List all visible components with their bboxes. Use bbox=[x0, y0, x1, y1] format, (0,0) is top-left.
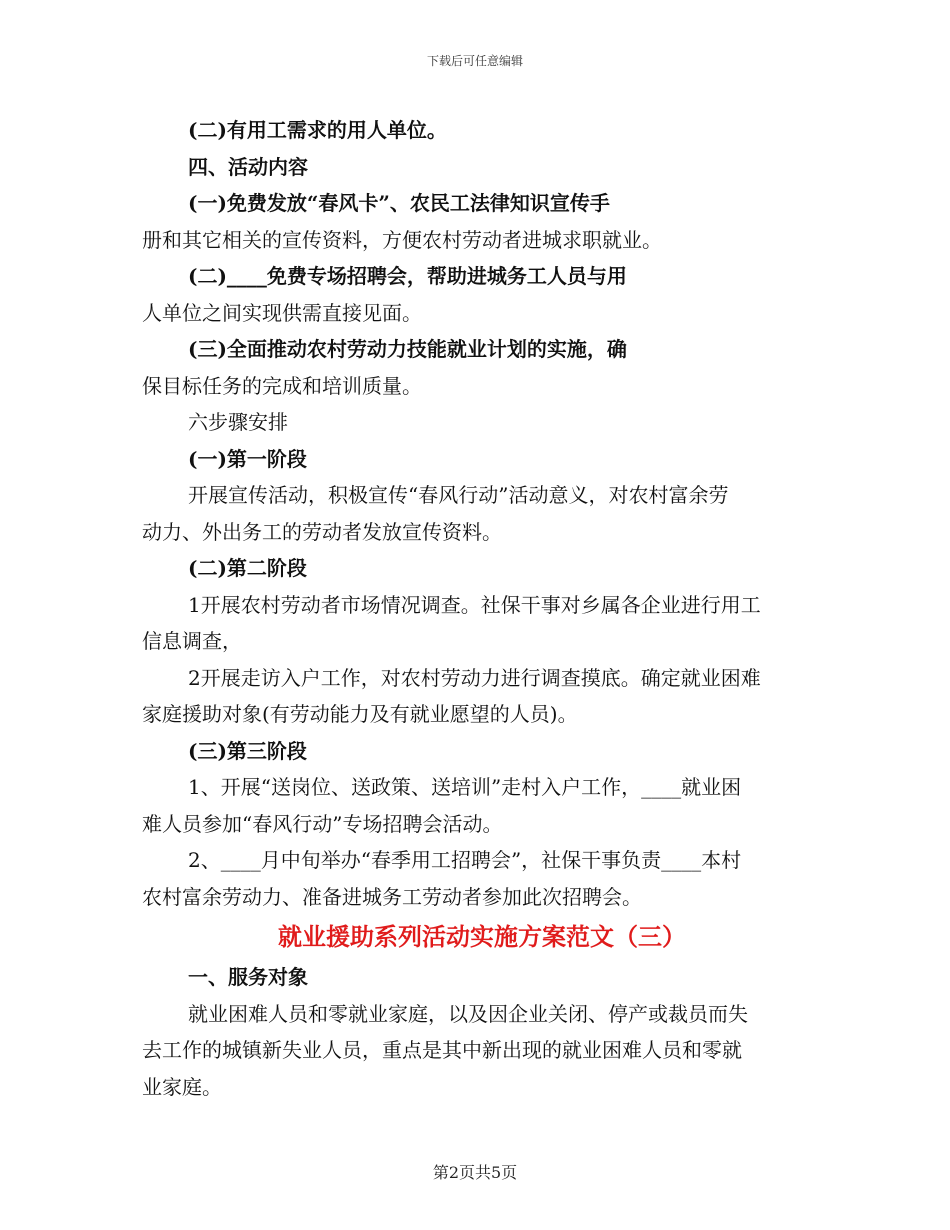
text-line: 保目标任务的完成和培训质量。 bbox=[142, 373, 422, 398]
text-line: 人单位之间实现供需直接见面。 bbox=[142, 300, 422, 325]
text-line: 家庭援助对象(有劳动能力及有就业愿望的人员)。 bbox=[142, 702, 578, 726]
text-line: 开展宣传活动，积极宣传“春风行动”活动意义，对农村富余劳 bbox=[188, 483, 729, 507]
text-line: 1开展农村劳动者市场情况调查。社保干事对乡属各企业进行用工 bbox=[188, 592, 761, 617]
text-line: 册和其它相关的宣传资料，方便农村劳动者进城求职就业。 bbox=[142, 227, 662, 252]
text-line: (三)第三阶段 bbox=[188, 738, 307, 763]
text-line: 1、开展“送岗位、送政策、送培训”走村入户工作，____就业困 bbox=[188, 775, 742, 799]
text-line: 一、服务对象 bbox=[188, 965, 308, 989]
body-lines-part1 bbox=[142, 112, 822, 915]
text-line: (三)全面推动农村劳动力技能就业计划的实施，确 bbox=[188, 337, 627, 361]
page-header: 下载后可任意编辑 bbox=[426, 54, 523, 68]
text-line: 信息调查， bbox=[142, 629, 242, 653]
text-line: 业家庭。 bbox=[142, 1074, 222, 1099]
text-line: 2、____月中旬举办“春季用工招聘会”，社保干事负责____本村 bbox=[188, 848, 742, 872]
text-line: 难人员参加“春风行动”专场招聘会活动。 bbox=[142, 811, 503, 836]
text-line: 就业困难人员和零就业家庭，以及因企业关闭、停产或裁员而失 bbox=[188, 1001, 748, 1026]
text-line: 2开展走访入户工作，对农村劳动力进行调查摸底。确定就业困难 bbox=[188, 665, 761, 690]
text-line: (一)第一阶段 bbox=[188, 446, 307, 471]
text-line: (二)有用工需求的用人单位。 bbox=[188, 118, 447, 142]
text-line: 动力、外出务工的劳动者发放宣传资料。 bbox=[142, 519, 502, 544]
text-line: (二)第二阶段 bbox=[188, 556, 307, 580]
text-line: 四、活动内容 bbox=[188, 154, 308, 179]
text-line: 去工作的城镇新失业人员，重点是其中新出现的就业困难人员和零就 bbox=[142, 1038, 742, 1062]
text-line: (二)____免费专场招聘会，帮助进城务工人员与用 bbox=[188, 264, 627, 288]
text-line: 六步骤安排 bbox=[188, 410, 288, 434]
page-footer: 第2页共5页 bbox=[432, 1163, 518, 1182]
section-title: 就业援助系列活动实施方案范文（三） bbox=[278, 922, 686, 951]
document-body bbox=[142, 112, 822, 1105]
text-line: 农村富余劳动力、准备进城务工劳动者参加此次招聘会。 bbox=[142, 884, 642, 909]
text-line: (一)免费发放“春风卡”、农民工法律知识宣传手 bbox=[188, 191, 610, 215]
body-lines-part2 bbox=[142, 959, 822, 1105]
